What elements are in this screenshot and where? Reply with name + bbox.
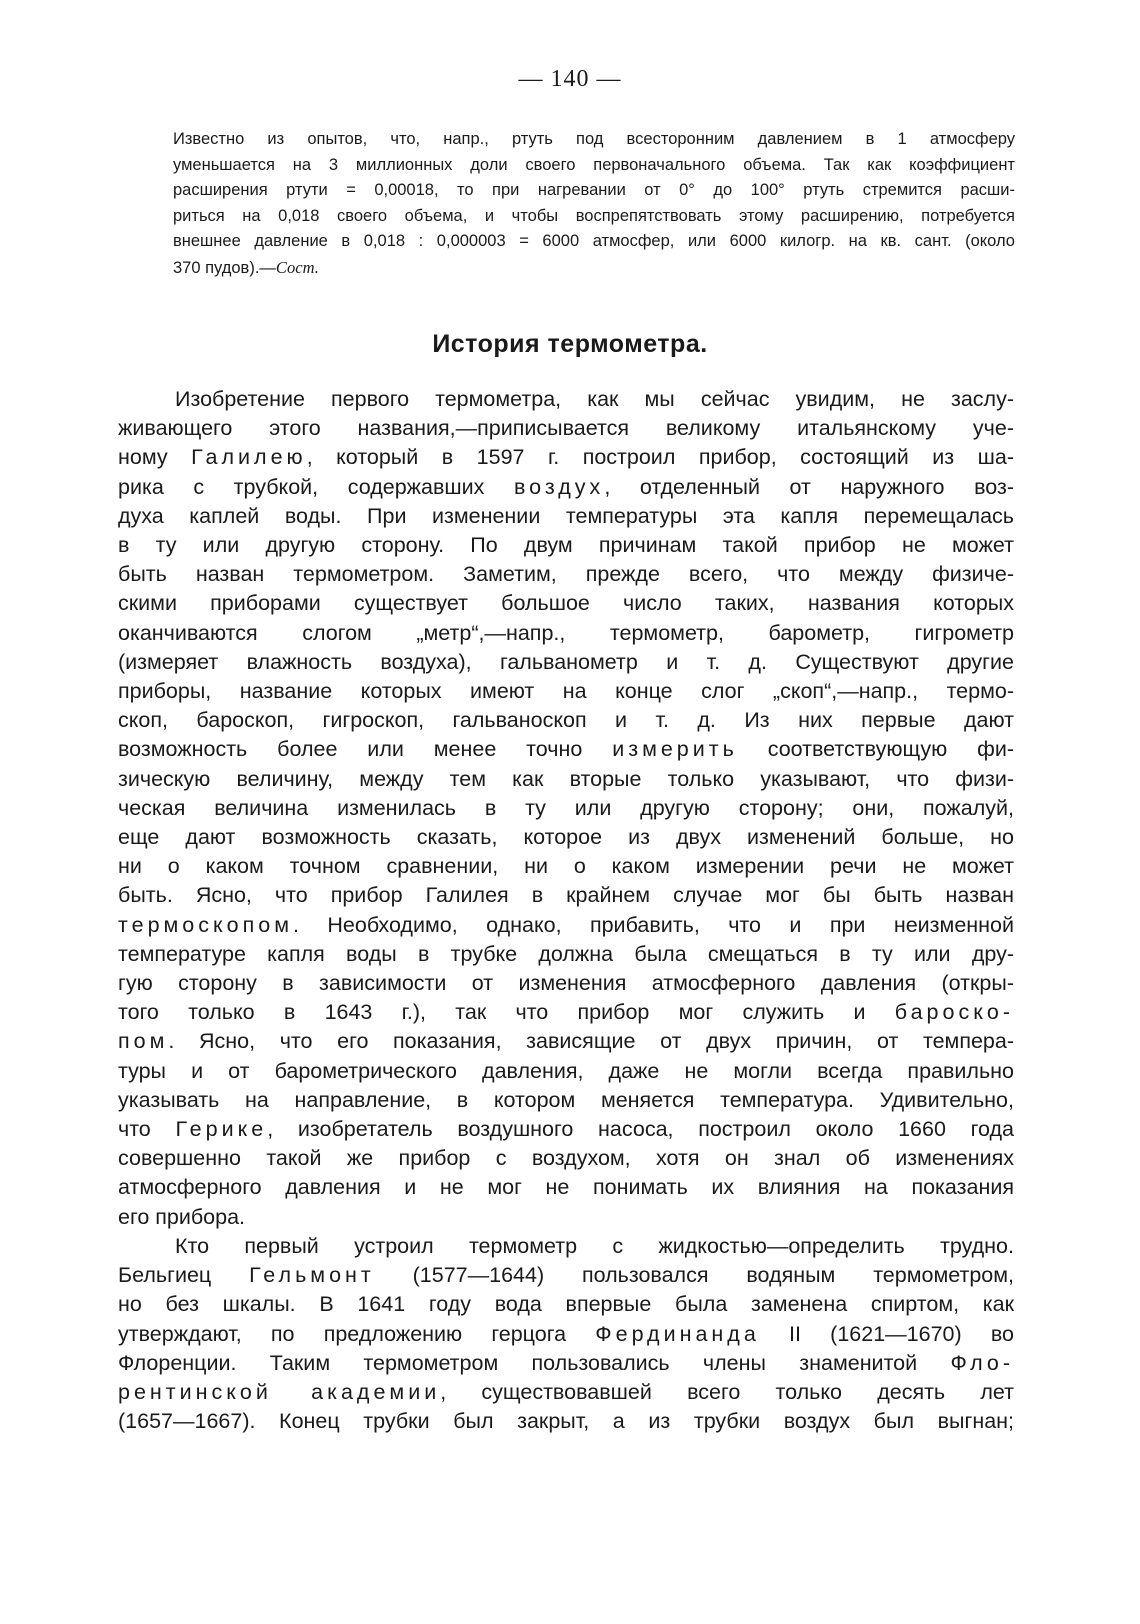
body-line: атмосферного давления и не мог не понимать их влияния на показания	[118, 1175, 1014, 1200]
body-line	[118, 735, 1014, 764]
footnote-line: Известно из опытов, что, напр., ртуть под всесторонним давлением в 1 атмосферу	[173, 130, 1015, 148]
body-text-run: . Необходимо, однако, прибавить, что и при неизменной	[293, 912, 1014, 937]
body-text-run: ному	[118, 445, 192, 470]
body-text-run: рика с трубкой, содержавших	[118, 474, 514, 499]
footnote-line	[173, 255, 1015, 282]
spaced-term: Фердинанда	[595, 1321, 760, 1346]
body-text-run: соответствующую фи-	[737, 737, 1015, 762]
body-line: зическую величину, между тем как вторые только указывают, что физи-	[118, 766, 1014, 791]
spaced-term: измерить	[612, 737, 738, 762]
body-text-run: (1577—1644) пользовался водяным термометром,	[374, 1263, 1014, 1288]
body-text-run: Бельгиец	[118, 1263, 250, 1288]
body-line: ни о каком точном сравнении, ни о каком измерении речи не может	[118, 854, 1014, 879]
footnote-last-text: 370 пудов).—	[173, 258, 276, 277]
body-line	[118, 911, 1014, 940]
body-line: температуре капля воды в трубке должна была смещаться в ту или дру-	[118, 941, 1014, 966]
spaced-term: рентинской академии	[118, 1379, 441, 1404]
body-line	[118, 1378, 1014, 1407]
body-line: ческая величина изменилась в ту или другую сторону; они, пожалуй,	[118, 795, 1014, 820]
spaced-term: воздух	[513, 474, 605, 499]
spaced-term: бароско-	[894, 1000, 1014, 1025]
body-line	[118, 1261, 1014, 1290]
body-line: духа каплей воды. При изменении температуры эта капля перемещалась	[118, 503, 1014, 528]
footnote-line: риться на 0,018 своего объема, и чтобы воспрепятствовать этому расширению, потребуется	[173, 206, 1015, 225]
body-line	[118, 1027, 1014, 1056]
body-line: Кто первый устроил термометр с жидкостью—определить трудно.	[175, 1233, 1014, 1258]
body-text	[118, 385, 1014, 1436]
body-line: живающего этого названия,—приписывается великому итальянскому уче-	[118, 416, 1014, 441]
body-text-run: . Ясно, что его показания, зависящие от двух причин, от темпера-	[168, 1029, 1014, 1054]
body-line: быть. Ясно, что прибор Галилея в крайнем случае мог бы быть назван	[118, 883, 1014, 908]
body-line: совершенно такой же прибор с воздухом, хотя он знал об изменениях	[118, 1146, 1014, 1171]
body-text-run: , который в 1597 г. построил прибор, состоящий из ша-	[306, 445, 1014, 470]
body-line: в ту или другую сторону. По двум причинам такой прибор не может	[118, 533, 1014, 558]
spaced-term: Герике	[175, 1117, 268, 1142]
body-text-run: того только в 1643 г.), так что прибор мог служить и	[118, 1000, 895, 1025]
body-line: но без шкалы. В 1641 году вода впервые была заменена спиртом, как	[118, 1292, 1014, 1317]
body-text-run: , изобретатель воздушного насоса, построил около 1660 года	[267, 1117, 1014, 1142]
body-line	[118, 473, 1014, 502]
spaced-term: Галилею	[191, 445, 307, 470]
body-text-run: что	[118, 1117, 176, 1142]
footnote-line: внешнее давление в 0,018 : 0,000003 = 6000 атмосфер, или 6000 килогр. на кв. сант. (около	[173, 232, 1015, 250]
body-text-run: , отделенный от наружного воз-	[604, 474, 1014, 499]
body-line: туры и от барометрического давления, даже не могли всегда правильно	[118, 1058, 1014, 1083]
body-line	[118, 1320, 1014, 1349]
page-number: — 140 —	[518, 66, 622, 92]
spaced-term: пом	[118, 1029, 169, 1054]
body-text-run: утверждают, по предложению герцога	[118, 1321, 596, 1346]
body-text-run: возможность более или менее точно	[118, 737, 613, 762]
body-line: его прибора.	[118, 1204, 246, 1229]
body-line	[118, 1115, 1014, 1144]
body-line: Изобретение первого термометра, как мы сейчас увидим, не заслу-	[175, 387, 1014, 411]
body-line: скоп, бароскоп, гигроскоп, гальваноскоп и т. д. Из них первые дают	[118, 708, 1014, 733]
body-line: оканчиваются слогом „метр“,—напр., термометр, барометр, гигрометр	[118, 620, 1014, 645]
body-line: гую сторону в зависимости от изменения атмосферного давления (откры-	[118, 971, 1014, 996]
footnote-line: расширения ртути = 0,00018, то при нагревании от 0° до 100° ртуть стремится расши-	[173, 181, 1015, 199]
body-line	[118, 443, 1014, 472]
body-text-run: Флоренции. Таким термометром пользовались члены знаменитой	[118, 1350, 951, 1375]
body-line: быть назван термометром. Заметим, прежде всего, что между физиче-	[118, 562, 1014, 587]
body-line: скими приборами существует большое число таких, названия которых	[118, 591, 1014, 616]
body-text-run: II (1621—1670) во	[759, 1321, 1015, 1346]
footnote-line: уменьшается на 3 миллионных доли своего первоначального объема. Так как коэффициент	[173, 155, 1015, 174]
spaced-term: термоскопом	[118, 912, 293, 937]
body-text-run: , существовавшей всего только десять лет	[440, 1379, 1014, 1404]
body-line	[118, 998, 1014, 1027]
footnote	[173, 127, 1015, 281]
spaced-term: Гельмонт	[249, 1263, 375, 1288]
body-line: приборы, название которых имеют на конце слог „скоп“,—напр., термо-	[118, 679, 1014, 704]
body-line: (1657—1667). Конец трубки был закрыт, а из трубки воздух был выгнан;	[118, 1409, 1014, 1434]
body-line	[118, 1349, 1014, 1378]
body-line: указывать на направление, в котором меняется температура. Удивительно,	[118, 1087, 1014, 1112]
body-line: (измеряет влажность воздуха), гальванометр и т. д. Существуют другие	[118, 649, 1014, 674]
footnote-signature: Сост.	[275, 257, 319, 277]
body-line: еще дают возможность сказать, которое из двух изменений больше, но	[118, 825, 1014, 850]
spaced-term: Фло-	[950, 1350, 1014, 1375]
section-heading: История термометра.	[432, 330, 708, 358]
